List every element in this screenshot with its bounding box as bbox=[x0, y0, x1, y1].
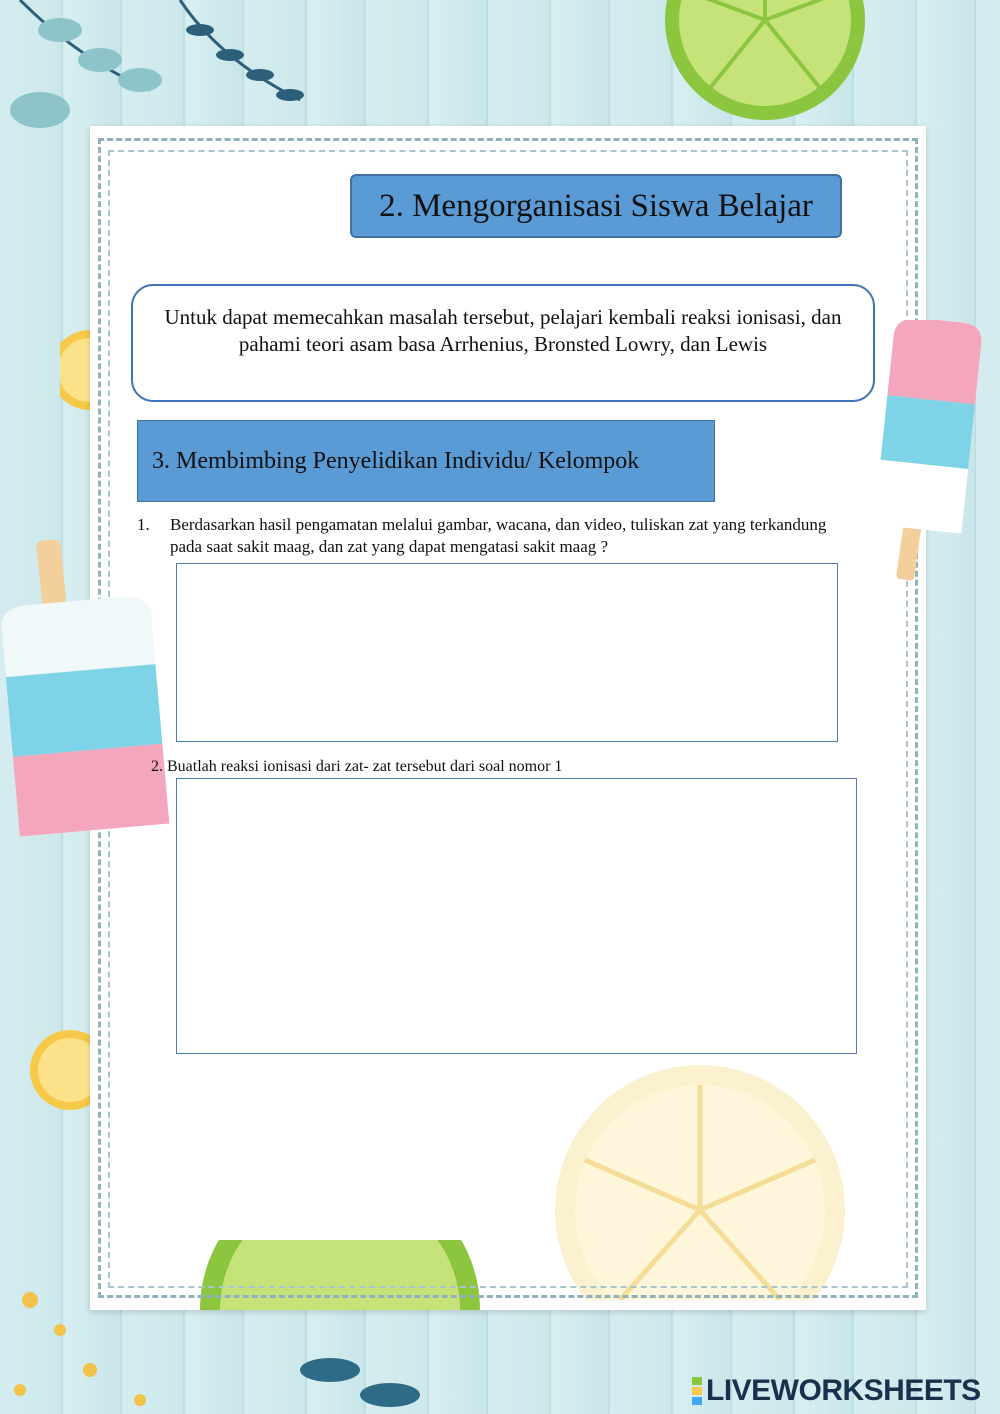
popsicle-icon bbox=[872, 320, 992, 590]
question-1-text: Berdasarkan hasil pengamatan melalui gambar, wacana, dan video, tuliskan zat yang terkandung pada saat sakit maag, dan zat yang dapat mengatasi sakit maag ? bbox=[170, 515, 827, 556]
question-2-text: 2. Buatlah reaksi ionisasi dari zat- zat tersebut dari soal nomor 1 bbox=[151, 758, 563, 775]
answer-box-1[interactable] bbox=[176, 563, 838, 742]
question-1 bbox=[137, 514, 857, 558]
lime-slice-icon bbox=[660, 0, 870, 130]
popsicle-icon bbox=[0, 540, 180, 840]
liveworksheets-logo-icon bbox=[692, 1376, 702, 1406]
liveworksheets-logo[interactable] bbox=[692, 1374, 981, 1408]
answer-box-2[interactable] bbox=[176, 778, 857, 1054]
question-1-number: 1. bbox=[137, 515, 150, 534]
section-3-title: 3. Membimbing Penyelidikan Individu/ Kelompok bbox=[137, 420, 715, 502]
section-2-title: 2. Mengorganisasi Siswa Belajar bbox=[350, 174, 842, 238]
instruction-box bbox=[131, 284, 875, 402]
brand-text: LIVEWORKSHEETS bbox=[706, 1374, 981, 1407]
instruction-text: Untuk dapat memecahkan masalah tersebut, pelajari kembali reaksi ionisasi, dan pahami teori asam basa Arrhenius, Bronsted Lowry, dan Lewis bbox=[164, 305, 842, 356]
